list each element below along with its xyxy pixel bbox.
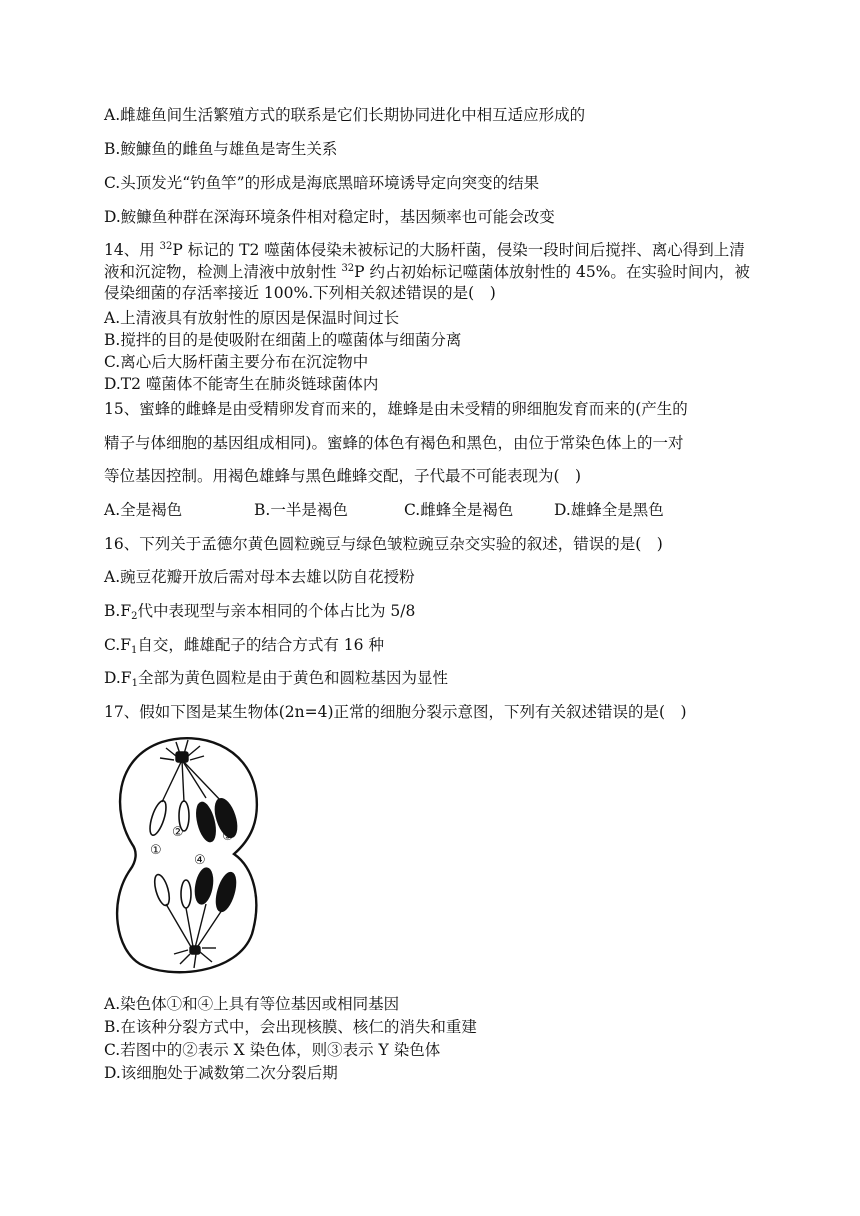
q14-option-d: D.T2 噬菌体不能寄生在肺炎链球菌体内 xyxy=(104,375,379,393)
lower-spindle-pole xyxy=(166,904,222,968)
q15-option-b: B.一半是褐色 xyxy=(254,501,348,519)
q13-option-a: A.雌雄鱼间生活繁殖方式的联系是它们长期协同进化中相互适应形成的 xyxy=(104,106,586,124)
q15-option-c: C.雌蜂全是褐色 xyxy=(404,501,514,519)
q17-option-b: B.在该种分裂方式中，会出现核膜、核仁的消失和重建 xyxy=(104,1018,477,1036)
label-3: ③ xyxy=(222,829,234,844)
q17-option-c: C.若图中的②表示 X 染色体，则③表示 Y 染色体 xyxy=(104,1041,441,1059)
q16-option-c: $C.F_1$自交，雌雄配子的结合方式有 16 种 xyxy=(104,636,384,656)
q15-option-d: D.雄蜂全是黑色 xyxy=(554,501,664,519)
q15-option-a: A.全是褐色 xyxy=(104,501,183,519)
q16-option-b: $B.F_2$代中表现型与亲本相同的个体占比为 5/8 xyxy=(104,602,416,622)
cell-division-figure xyxy=(110,732,270,980)
q13-option-c: C.头顶发光“钓鱼竿”的形成是海底黑暗环境诱导定向突变的结果 xyxy=(104,174,540,192)
cell-membrane xyxy=(117,738,257,972)
q17-stem: 17、假如下图是某生物体(2n=4)正常的细胞分裂示意图，下列有关叙述错误的是( ) xyxy=(104,703,687,721)
q13-option-d: D.鮟鱇鱼种群在深海环境条件相对稳定时，基因频率也可能会改变 xyxy=(104,208,555,226)
q15-stem-line1: 15、蜜蜂的雌蜂是由受精卵发育而来的，雄蜂是由未受精的卵细胞发育而来的(产生的 xyxy=(104,400,688,418)
label-2: ② xyxy=(172,825,184,840)
q15-stem-line2: 精子与体细胞的基因组成相同)。蜜蜂的体色有褐色和黑色，由位于常染色体上的一对 xyxy=(104,434,684,452)
q14-option-a: A.上清液具有放射性的原因是保温时间过长 xyxy=(104,309,400,327)
q13-option-b: B.鮟鱇鱼的雌鱼与雄鱼是寄生关系 xyxy=(104,140,338,158)
label-4: ④ xyxy=(194,853,206,868)
q15-stem-line3: 等位基因控制。用褐色雄蜂与黑色雌蜂交配，子代最不可能表现为( ) xyxy=(104,467,582,485)
q16-stem: 16、下列关于孟德尔黄色圆粒豌豆与绿色皱粒豌豆杂交实验的叙述，错误的是( ) xyxy=(104,535,663,553)
q14-option-b: B.搅拌的目的是使吸附在细菌上的噬菌体与细菌分离 xyxy=(104,331,462,349)
q14-option-c: C.离心后大肠杆菌主要分布在沉淀物中 xyxy=(104,353,369,371)
q16-option-d: $D.F_1$全部为黄色圆粒是由于黄色和圆粒基因为显性 xyxy=(104,669,448,689)
lower-chromosomes xyxy=(152,867,239,914)
q17-option-a: A.染色体①和④上具有等位基因或相同基因 xyxy=(104,995,400,1013)
q16-option-a: A.豌豆花瓣开放后需对母本去雄以防自花授粉 xyxy=(104,568,415,586)
q14-stem: 14、用 $^{32}$P 标记的 T2 噬菌体侵染未被标记的大肠杆菌，侵染一段时间后搅拌、离心得到上清液和沉淀物，检测上清液中放射性 $^{32}$P 约占初始标记噬菌体放射性的 45%。在实验时间内，被侵染细菌的存活率接近 100%.下列相关叙述错误的是( ) xyxy=(104,241,750,302)
label-1: ① xyxy=(150,843,162,858)
upper-spindle-pole xyxy=(160,740,222,802)
q17-option-d: D.该细胞处于减数第二次分裂后期 xyxy=(104,1064,338,1082)
